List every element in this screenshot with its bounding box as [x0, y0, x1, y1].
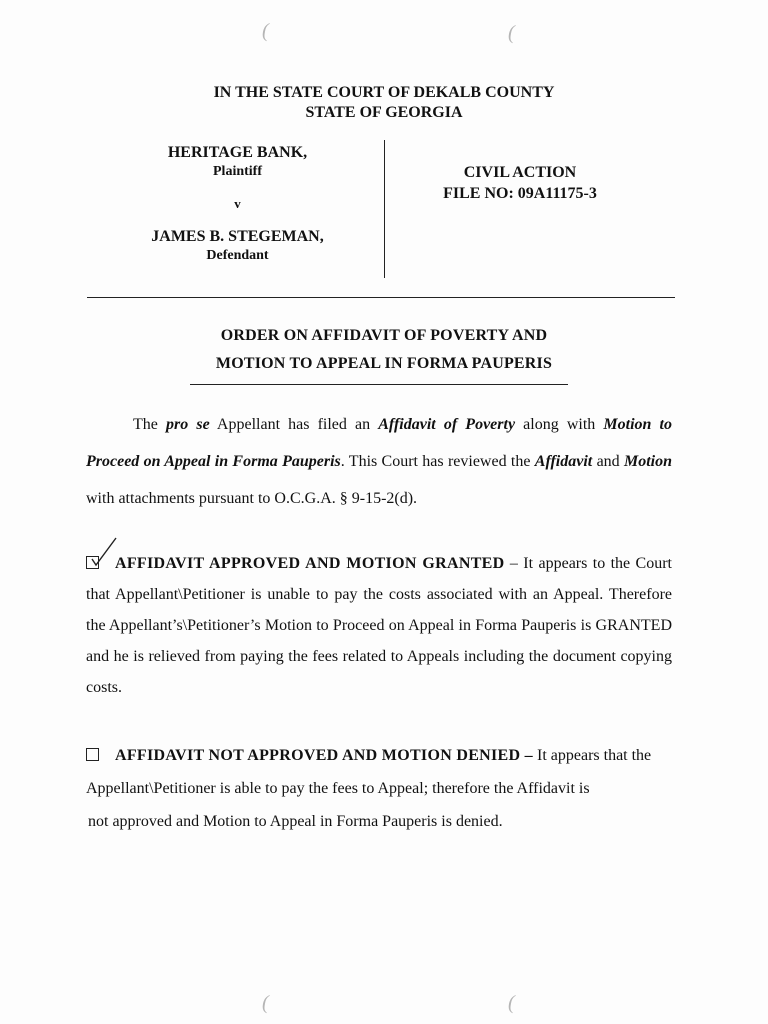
case-parties: [130, 143, 345, 265]
intro-paragraph: [86, 406, 672, 517]
civil-action-label: CIVIL ACTION: [463, 164, 577, 181]
option-denied: [86, 739, 672, 838]
court-state: STATE OF GEORGIA: [305, 104, 463, 121]
defendant-name: JAMES B. STEGEMAN,: [151, 228, 324, 245]
court-name: IN THE STATE COURT OF DEKALB COUNTY: [213, 84, 555, 101]
scan-mark-bottom-right: (: [508, 992, 515, 1014]
intro-text: and: [592, 453, 624, 470]
scan-mark-bottom-left: (: [262, 992, 269, 1014]
defendant-role: Defendant: [206, 248, 269, 263]
court-header: [0, 83, 768, 123]
intro-text: . This Court has reviewed the: [340, 453, 535, 470]
motion-term: Motion to Proceed on Appeal in Forma Pauperis: [86, 416, 672, 470]
scan-mark-top-right: (: [508, 22, 515, 44]
order-title-line-1: ORDER ON AFFIDAVIT OF POVERTY AND: [220, 327, 548, 344]
intro-text: Appellant has filed an: [209, 416, 379, 433]
caption-divider: [384, 140, 385, 278]
affidavit-term: Affidavit: [534, 453, 593, 470]
plaintiff-name: HERITAGE BANK,: [167, 144, 308, 161]
intro-text: The: [133, 416, 166, 433]
case-number-block: [400, 162, 640, 204]
granted-heading: AFFIDAVIT APPROVED AND MOTION GRANTED: [115, 555, 505, 572]
intro-text: with attachments pursuant to O.C.G.A. § 9-15-2(d).: [86, 490, 418, 507]
caption-rule: [87, 297, 675, 298]
order-title-line-2: MOTION TO APPEAL IN FORMA PAUPERIS: [215, 355, 553, 372]
option-granted: [86, 548, 672, 703]
denied-body-line-2: not approved and Motion to Appeal in Forma Pauperis is denied.: [88, 813, 503, 830]
granted-checkbox[interactable]: [86, 556, 99, 569]
scan-mark-top-left: (: [262, 20, 269, 42]
file-number: FILE NO: 09A11175-3: [443, 185, 597, 202]
denied-checkbox[interactable]: [86, 748, 99, 761]
intro-text: along with: [515, 416, 604, 433]
checkmark-icon: [91, 537, 117, 567]
denied-body-line-1: It appears that the Appellant\Petitioner is able to pay the fees to Appeal; therefore the Affidavit is: [86, 747, 652, 797]
plaintiff-role: Plaintiff: [213, 164, 262, 179]
motion-short-term: Motion: [623, 453, 672, 470]
denied-heading: AFFIDAVIT NOT APPROVED AND MOTION DENIED –: [115, 747, 533, 764]
pro-se-term: pro se: [166, 416, 210, 433]
granted-body: – It appears to the Court that Appellant\Petitioner is unable to pay the costs associated with an Appeal. Therefore the Appellant’s\Petitioner’s Motion to Proceed on Appeal in Forma Pauperis is GRANTED and he is relieved from paying the fees related to Appeals including the document copying costs.: [86, 555, 672, 696]
versus-label: v: [234, 196, 241, 211]
affidavit-of-poverty-term: Affidavit of Poverty: [378, 416, 516, 433]
title-underline: [190, 384, 568, 385]
order-title: [0, 322, 768, 378]
